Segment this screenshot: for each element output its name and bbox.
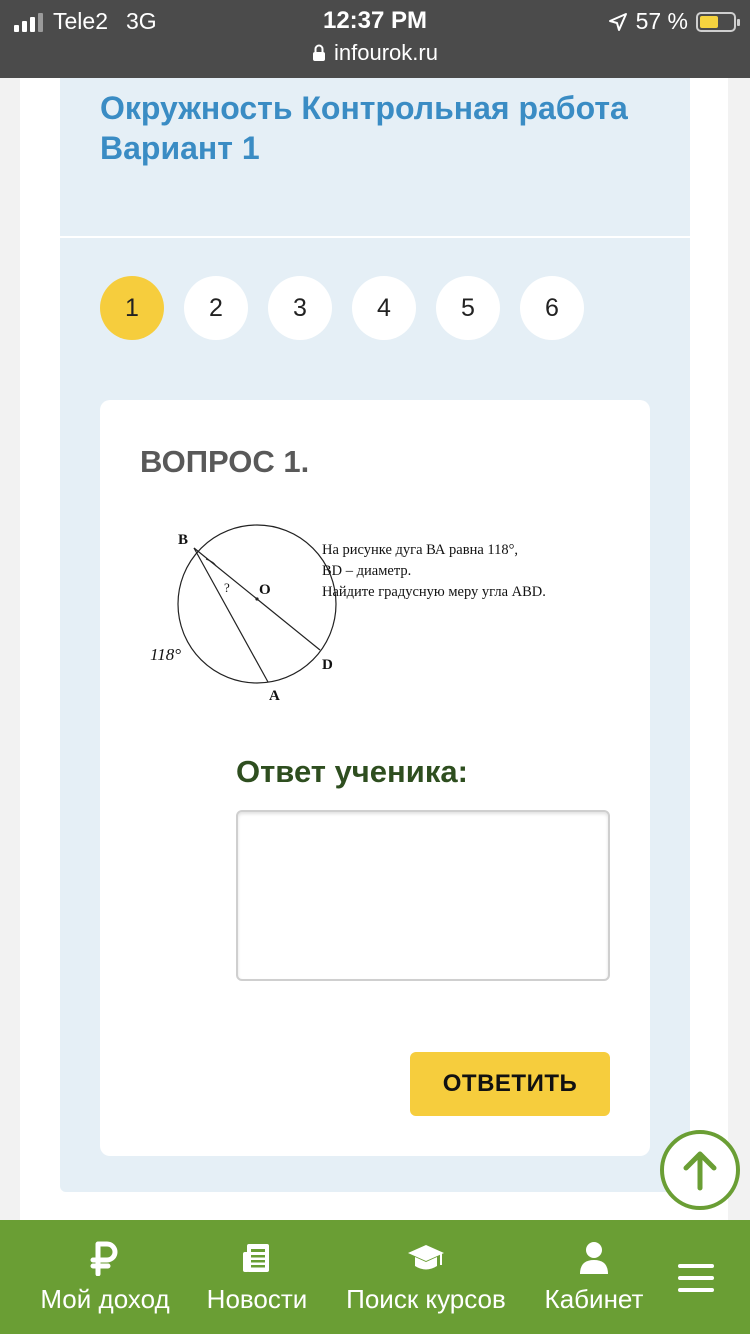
network-type: 3G: [125, 8, 157, 34]
nav-item-news[interactable]: [204, 1238, 310, 1315]
submit-button[interactable]: ОТВЕТИТЬ: [410, 1052, 610, 1116]
answer-input[interactable]: [236, 810, 610, 981]
question-nav: [100, 276, 584, 340]
circle: [178, 525, 336, 683]
angle-question-mark: ?: [224, 580, 230, 595]
nav-item-income[interactable]: [36, 1238, 174, 1315]
location-arrow-icon: [608, 12, 628, 32]
nav-label: Кабинет: [544, 1284, 644, 1314]
label-b: B: [178, 532, 189, 548]
circle-figure: [142, 514, 350, 704]
news-icon: [241, 1238, 273, 1278]
question-line: BD – диаметр.: [322, 563, 412, 579]
question-label: ВОПРОС 1.: [140, 444, 310, 479]
page-content: [20, 78, 728, 1220]
question-number-4[interactable]: 4: [352, 276, 416, 340]
ruble-icon: [90, 1238, 120, 1278]
bottom-nav: [0, 1220, 750, 1334]
lock-icon: [312, 44, 326, 62]
carrier-name: Tele2: [53, 8, 108, 34]
nav-label: Новости: [206, 1284, 308, 1314]
page-title: Окружность Контрольная работа Вариант 1: [100, 90, 628, 166]
divider: [60, 236, 690, 238]
arc-label: 118°: [150, 645, 182, 664]
url-text: infourok.ru: [334, 40, 438, 65]
url-bar[interactable]: [0, 40, 750, 66]
label-d: D: [322, 657, 333, 673]
question-number-2[interactable]: 2: [184, 276, 248, 340]
status-bar: [0, 0, 750, 78]
question-number-1[interactable]: 1: [100, 276, 164, 340]
question-number-6[interactable]: 6: [520, 276, 584, 340]
test-panel: [60, 78, 690, 1192]
user-icon: [579, 1238, 609, 1278]
question-number-5[interactable]: 5: [436, 276, 500, 340]
graduation-cap-icon: [406, 1238, 446, 1278]
battery-fill: [700, 16, 718, 28]
nav-item-courses[interactable]: [340, 1238, 512, 1315]
clock: 12:37 PM: [322, 7, 428, 34]
nav-label: Мой доход: [40, 1284, 170, 1314]
question-line: На рисунке дуга ВА равна 118°,: [322, 542, 519, 558]
label-a: A: [269, 688, 280, 704]
question-number-3[interactable]: 3: [268, 276, 332, 340]
label-o: O: [259, 582, 271, 598]
arrow-up-icon: [678, 1148, 722, 1192]
battery-icon: [696, 12, 736, 32]
answer-label: Ответ ученика:: [236, 754, 468, 789]
nav-label: Поиск курсов: [346, 1284, 506, 1314]
chord-ba: [194, 548, 268, 682]
question-card: [100, 400, 650, 1156]
hamburger-icon[interactable]: [678, 1264, 714, 1292]
question-line: Найдите градусную меру угла ABD.: [322, 584, 546, 600]
scroll-to-top-button[interactable]: [660, 1130, 740, 1210]
question-text: [322, 540, 622, 603]
battery-percent: 57 %: [635, 8, 688, 34]
status-right: [608, 8, 736, 35]
nav-item-cabinet[interactable]: [540, 1238, 648, 1315]
